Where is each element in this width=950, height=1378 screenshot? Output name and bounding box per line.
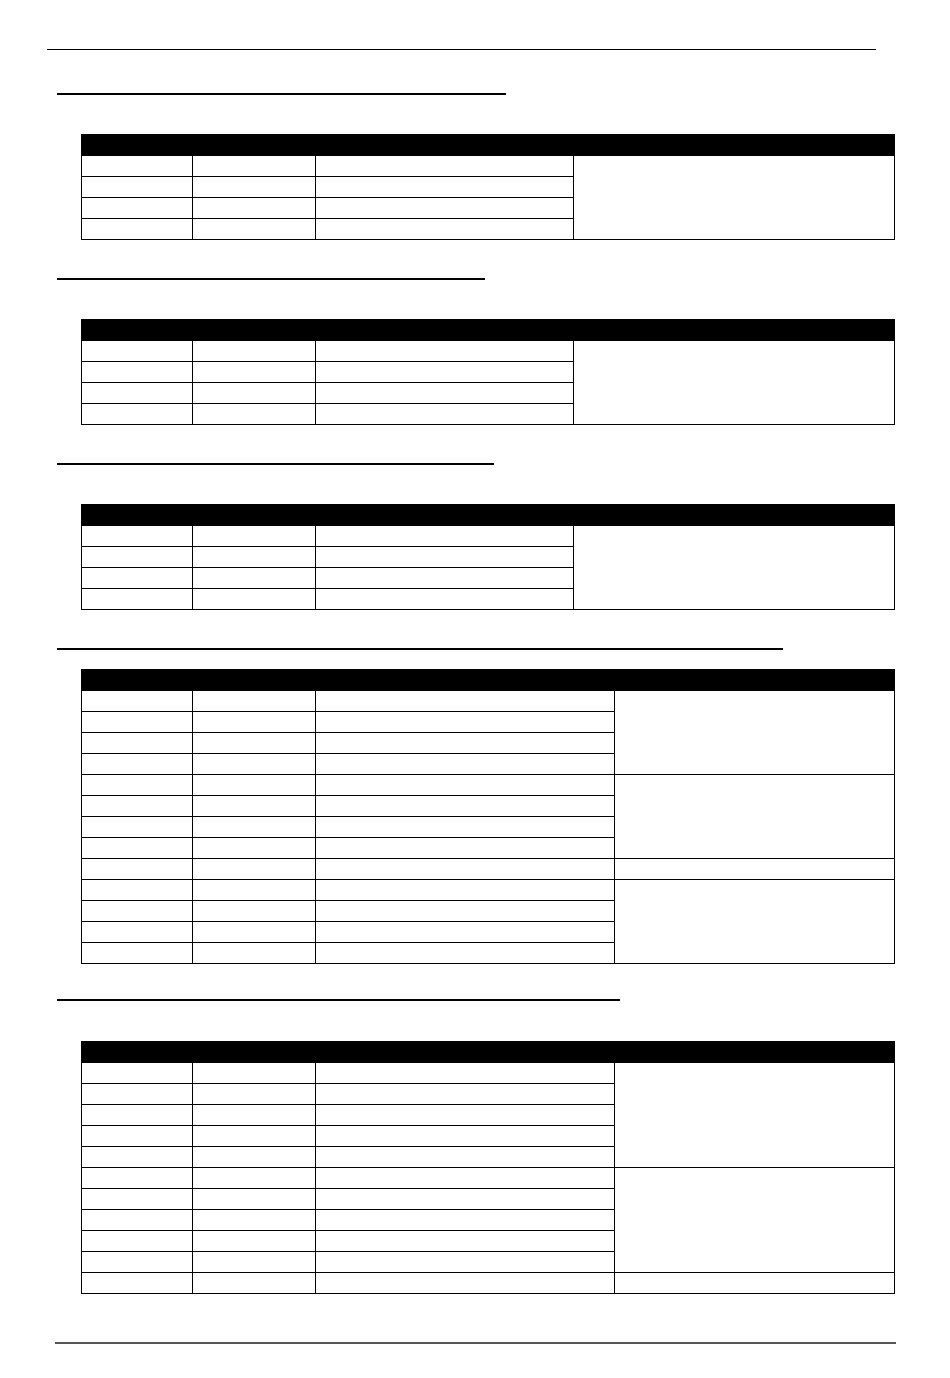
- table-row: [82, 1273, 895, 1294]
- table-cell: [316, 733, 615, 754]
- spec-table: [81, 504, 895, 610]
- column-header: [316, 504, 574, 526]
- table-cell: [82, 691, 193, 712]
- table-cell: [316, 589, 574, 610]
- note-cell: [615, 1063, 895, 1168]
- table-cell: [82, 712, 193, 733]
- table-cell: [193, 341, 316, 362]
- table-cell: [316, 547, 574, 568]
- note-cell: [615, 1273, 895, 1294]
- table-cell: [316, 712, 615, 733]
- table-row: [82, 859, 895, 880]
- table-row: [82, 526, 895, 547]
- table-cell: [82, 1273, 193, 1294]
- table-cell: [82, 1126, 193, 1147]
- table-cell: [193, 838, 316, 859]
- note-cell: [615, 1168, 895, 1273]
- table-cell: [82, 1189, 193, 1210]
- table-cell: [193, 733, 316, 754]
- column-header: [193, 504, 316, 526]
- table-cell: [82, 1210, 193, 1231]
- table-cell: [193, 198, 316, 219]
- table-cell: [316, 859, 615, 880]
- table-cell: [316, 177, 574, 198]
- table-cell: [316, 922, 615, 943]
- table-cell: [316, 691, 615, 712]
- table-cell: [82, 177, 193, 198]
- table-cell: [193, 1063, 316, 1084]
- table-cell: [193, 1189, 316, 1210]
- table-cell: [316, 383, 574, 404]
- table-cell: [193, 1126, 316, 1147]
- table-row: [82, 691, 895, 712]
- table-row: [82, 1063, 895, 1084]
- table-cell: [316, 754, 615, 775]
- table-cell: [193, 1252, 316, 1273]
- table-cell: [82, 1063, 193, 1084]
- table-cell: [316, 796, 615, 817]
- table-row: [82, 156, 895, 177]
- table-cell: [82, 943, 193, 964]
- table-cell: [316, 526, 574, 547]
- table-cell: [193, 1231, 316, 1252]
- table-cell: [316, 1126, 615, 1147]
- table-cell: [316, 775, 615, 796]
- note-cell: [574, 526, 895, 610]
- table-cell: [316, 1273, 615, 1294]
- column-header: [574, 134, 895, 156]
- note-cell: [574, 341, 895, 425]
- column-header: [574, 319, 895, 341]
- table-cell: [82, 754, 193, 775]
- table-cell: [316, 568, 574, 589]
- table-cell: [316, 880, 615, 901]
- table-cell: [316, 943, 615, 964]
- table-cell: [316, 901, 615, 922]
- note-cell: [615, 859, 895, 880]
- table-cell: [82, 922, 193, 943]
- spec-table: [81, 1041, 895, 1294]
- section-title: [57, 75, 506, 95]
- column-header: [316, 319, 574, 341]
- table-cell: [316, 1252, 615, 1273]
- table-cell: [193, 922, 316, 943]
- column-header: [193, 134, 316, 156]
- column-header: [82, 1041, 193, 1063]
- column-header: [82, 504, 193, 526]
- table-cell: [193, 1147, 316, 1168]
- table-cell: [193, 691, 316, 712]
- table-cell: [193, 943, 316, 964]
- table-cell: [193, 1168, 316, 1189]
- table-cell: [193, 1210, 316, 1231]
- table-cell: [316, 817, 615, 838]
- table-cell: [82, 341, 193, 362]
- table-cell: [193, 712, 316, 733]
- note-cell: [615, 880, 895, 964]
- table-cell: [82, 219, 193, 240]
- column-header: [316, 1041, 615, 1063]
- table-cell: [82, 901, 193, 922]
- table-row: [82, 341, 895, 362]
- column-header: [615, 669, 895, 691]
- table-cell: [82, 817, 193, 838]
- footer-rule: [55, 1342, 896, 1344]
- table-cell: [193, 859, 316, 880]
- table-cell: [193, 754, 316, 775]
- table-cell: [316, 1063, 615, 1084]
- table-cell: [316, 198, 574, 219]
- column-header: [574, 504, 895, 526]
- table-cell: [82, 404, 193, 425]
- table-cell: [193, 156, 316, 177]
- column-header: [193, 319, 316, 341]
- section-title: [57, 260, 485, 280]
- column-header: [615, 1041, 895, 1063]
- table-row: [82, 775, 895, 796]
- spec-table: [81, 669, 895, 964]
- table-cell: [82, 156, 193, 177]
- table-cell: [193, 796, 316, 817]
- table-cell: [316, 156, 574, 177]
- table-cell: [82, 859, 193, 880]
- table-row: [82, 1168, 895, 1189]
- table-cell: [316, 1231, 615, 1252]
- column-header: [316, 134, 574, 156]
- table-cell: [316, 362, 574, 383]
- table-cell: [82, 880, 193, 901]
- table-cell: [316, 341, 574, 362]
- table-cell: [316, 1147, 615, 1168]
- table-cell: [82, 796, 193, 817]
- table-row: [82, 880, 895, 901]
- table-cell: [82, 733, 193, 754]
- column-header: [82, 669, 193, 691]
- table-cell: [193, 817, 316, 838]
- note-cell: [574, 156, 895, 240]
- spec-table: [81, 134, 895, 240]
- table-cell: [316, 1105, 615, 1126]
- table-cell: [193, 219, 316, 240]
- table-cell: [193, 383, 316, 404]
- section-title: [57, 630, 783, 650]
- table-cell: [316, 1168, 615, 1189]
- table-cell: [316, 838, 615, 859]
- table-cell: [193, 177, 316, 198]
- table-cell: [193, 589, 316, 610]
- table-cell: [193, 1105, 316, 1126]
- table-cell: [193, 775, 316, 796]
- table-cell: [316, 404, 574, 425]
- table-cell: [193, 880, 316, 901]
- table-cell: [82, 547, 193, 568]
- table-cell: [316, 219, 574, 240]
- column-header: [82, 134, 193, 156]
- table-cell: [82, 775, 193, 796]
- table-cell: [193, 901, 316, 922]
- table-cell: [82, 1252, 193, 1273]
- spec-table: [81, 319, 895, 425]
- section-title: [57, 981, 620, 1001]
- table-cell: [82, 362, 193, 383]
- table-cell: [193, 1084, 316, 1105]
- table-cell: [82, 1084, 193, 1105]
- table-cell: [82, 568, 193, 589]
- column-header: [82, 319, 193, 341]
- table-cell: [193, 362, 316, 383]
- table-cell: [82, 838, 193, 859]
- table-cell: [193, 568, 316, 589]
- table-cell: [82, 1231, 193, 1252]
- table-cell: [82, 198, 193, 219]
- header-rule: [47, 49, 876, 50]
- table-cell: [316, 1210, 615, 1231]
- table-cell: [82, 1168, 193, 1189]
- table-cell: [316, 1084, 615, 1105]
- table-cell: [82, 383, 193, 404]
- table-cell: [193, 547, 316, 568]
- table-cell: [82, 526, 193, 547]
- note-cell: [615, 775, 895, 859]
- note-cell: [615, 691, 895, 775]
- column-header: [193, 1041, 316, 1063]
- table-cell: [82, 1147, 193, 1168]
- section-title: [57, 445, 494, 465]
- table-cell: [193, 526, 316, 547]
- table-cell: [193, 404, 316, 425]
- table-cell: [82, 1105, 193, 1126]
- column-header: [193, 669, 316, 691]
- table-cell: [316, 1189, 615, 1210]
- table-cell: [82, 589, 193, 610]
- column-header: [316, 669, 615, 691]
- table-cell: [193, 1273, 316, 1294]
